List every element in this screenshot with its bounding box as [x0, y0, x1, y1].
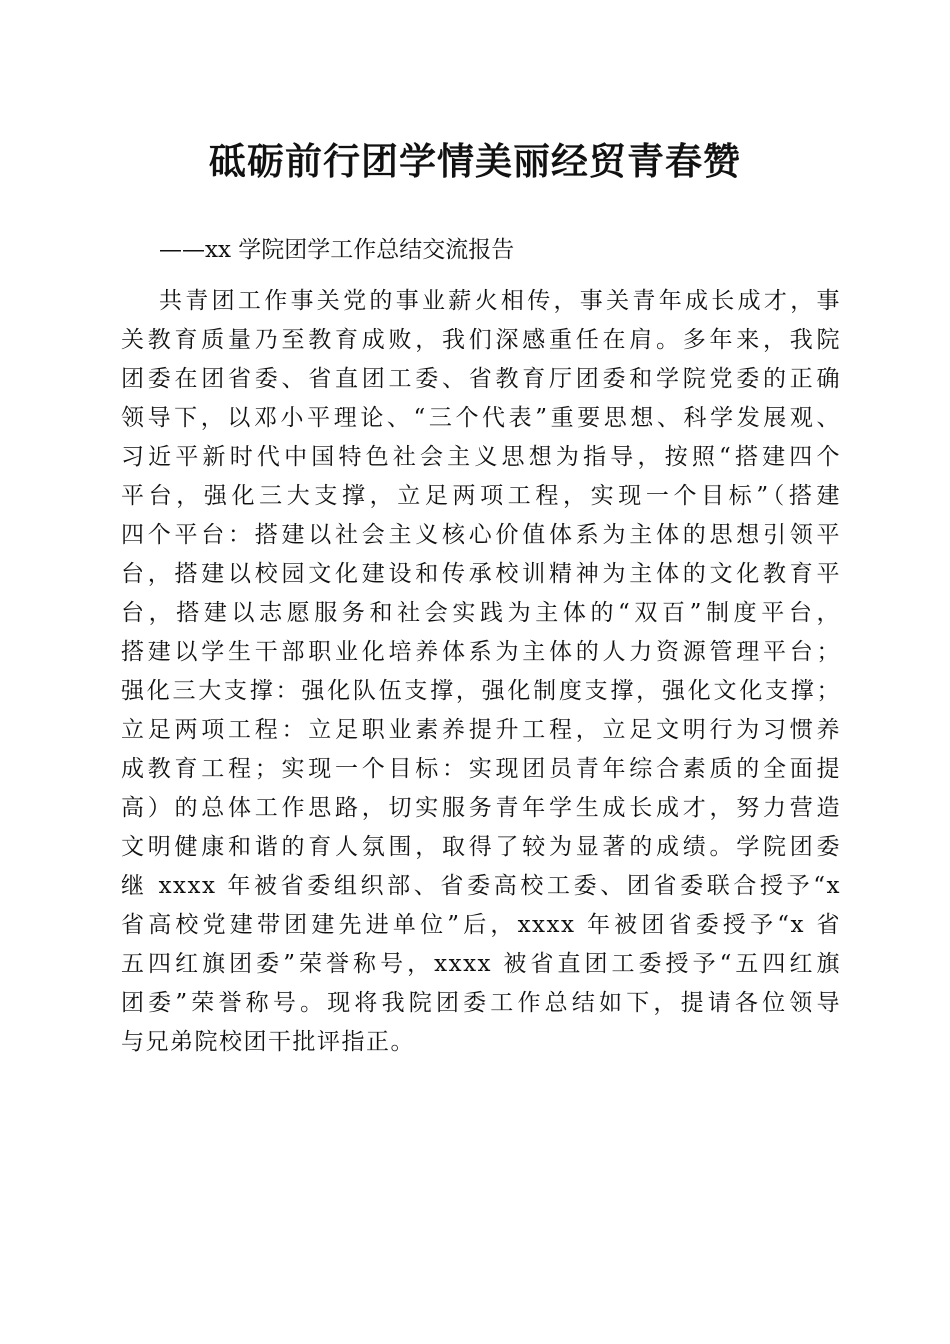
document-subtitle: ——xx 学院团学工作总结交流报告 — [159, 237, 515, 263]
body-line: 与兄弟院校团干批评指正。 — [121, 1029, 415, 1055]
body-line: 强化三大支撑：强化队伍支撑，强化制度支撑，强化文化支撑； — [121, 678, 841, 704]
body-line: 共青团工作事关党的事业薪火相传，事关青年成长成才，事 — [159, 288, 841, 314]
body-line: 搭建以学生干部职业化培养体系为主体的人力资源管理平台； — [121, 639, 841, 665]
body-line: 继 xxxx 年被省委组织部、省委高校工委、团省委联合授予“x — [121, 873, 841, 899]
body-line: 省高校党建带团建先进单位”后，xxxx 年被团省委授予“x 省 — [121, 912, 841, 938]
body-line: 立足两项工程：立足职业素养提升工程，立足文明行为习惯养 — [121, 717, 841, 743]
body-line: 习近平新时代中国特色社会主义思想为指导，按照“搭建四个 — [121, 444, 841, 470]
body-line: 高）的总体工作思路，切实服务青年学生成长成才，努力营造 — [121, 795, 841, 821]
body-line: 领导下，以邓小平理论、“三个代表”重要思想、科学发展观、 — [121, 405, 841, 431]
body-line: 台，搭建以校园文化建设和传承校训精神为主体的文化教育平 — [121, 561, 841, 587]
body-line: 平台，强化三大支撑，立足两项工程，实现一个目标”（搭建 — [121, 483, 841, 509]
body-line: 成教育工程；实现一个目标：实现团员青年综合素质的全面提 — [121, 756, 841, 782]
body-line: 关教育质量乃至教育成败，我们深感重任在肩。多年来，我院 — [121, 327, 841, 353]
body-line: 文明健康和谐的育人氛围，取得了较为显著的成绩。学院团委 — [121, 834, 841, 860]
document-body — [121, 282, 841, 1062]
body-line: 团委在团省委、省直团工委、省教育厅团委和学院党委的正确 — [121, 366, 841, 392]
document-title: 砥砺前行团学情美丽经贸青春赞 — [209, 139, 741, 183]
body-line: 四个平台：搭建以社会主义核心价值体系为主体的思想引领平 — [121, 522, 841, 548]
body-line: 五四红旗团委”荣誉称号，xxxx 被省直团工委授予“五四红旗 — [121, 951, 841, 977]
body-line: 团委”荣誉称号。现将我院团委工作总结如下，提请各位领导 — [121, 990, 841, 1016]
body-line: 台，搭建以志愿服务和社会实践为主体的“双百”制度平台， — [121, 600, 841, 626]
